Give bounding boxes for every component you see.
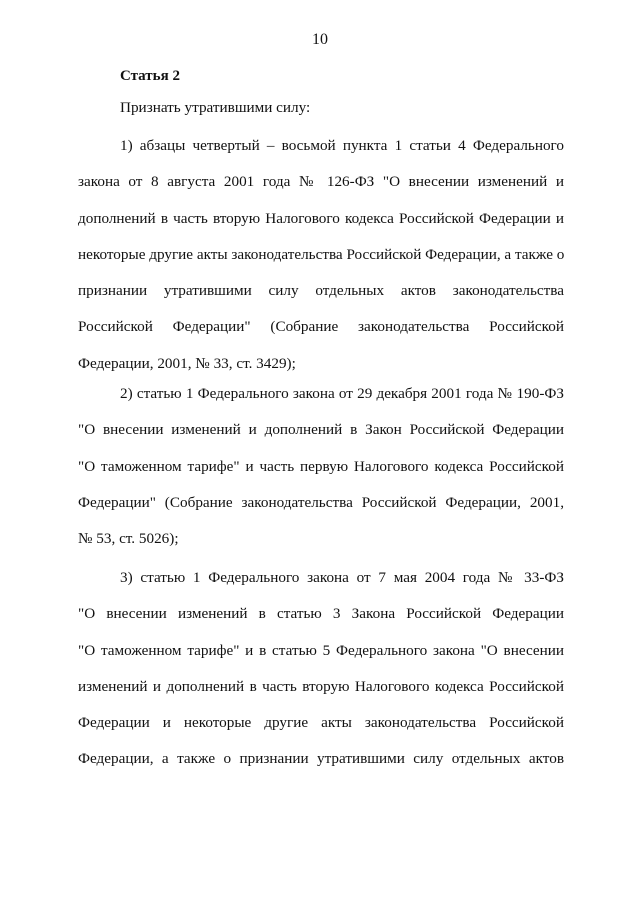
text-line: "О таможенном тарифе" и часть первую Налогового кодекса Российской bbox=[78, 457, 564, 475]
text-line: Федерации и некоторые другие акты законодательства Российской bbox=[78, 714, 564, 732]
text-line: "О внесении изменений в статью 3 Закона Российской Федерации bbox=[78, 605, 564, 623]
text-line: Федерации, а также о признании утратившими силу отдельных актов bbox=[78, 750, 564, 768]
text-line: 3) статью 1 Федерального закона от 7 мая 2004 года № 33-ФЗ bbox=[120, 569, 564, 586]
text-line: 1) абзацы четвертый – восьмой пункта 1 статьи 4 Федерального bbox=[120, 137, 564, 154]
text-line: 2) статью 1 Федерального закона от 29 декабря 2001 года № 190-ФЗ bbox=[120, 385, 564, 402]
list-item-3 bbox=[78, 560, 564, 778]
article-heading: Статья 2 bbox=[120, 68, 180, 84]
text-line: изменений и дополнений в часть вторую Налогового кодекса Российской bbox=[78, 677, 564, 695]
text-line: некоторые другие акты законодательства Российской Федерации, а также о bbox=[78, 245, 565, 263]
text-line: дополнений в часть вторую Налогового кодекса Российской Федерации и bbox=[78, 209, 564, 227]
text-line: закона от 8 августа 2001 года № 126-ФЗ "О внесении изменений и bbox=[78, 173, 564, 191]
text-line: № 53, ст. 5026); bbox=[78, 530, 179, 548]
text-line: Российской Федерации" (Собрание законодательства Российской bbox=[78, 318, 564, 336]
list-item-1 bbox=[78, 128, 564, 382]
text-line: "О таможенном тарифе" и в статью 5 Федерального закона "О внесении bbox=[78, 641, 564, 659]
text-line: "О внесении изменений и дополнений в Закон Российской Федерации bbox=[78, 421, 564, 439]
intro-paragraph: Признать утратившими силу: bbox=[120, 99, 311, 116]
list-item-2 bbox=[78, 376, 564, 557]
page-number: 10 bbox=[312, 31, 328, 48]
text-line: Федерации, 2001, № 33, ст. 3429); bbox=[78, 354, 296, 372]
text-line: признании утратившими силу отдельных актов законодательства bbox=[78, 282, 564, 300]
text-line: Федерации" (Собрание законодательства Российской Федерации, 2001, bbox=[78, 493, 564, 511]
